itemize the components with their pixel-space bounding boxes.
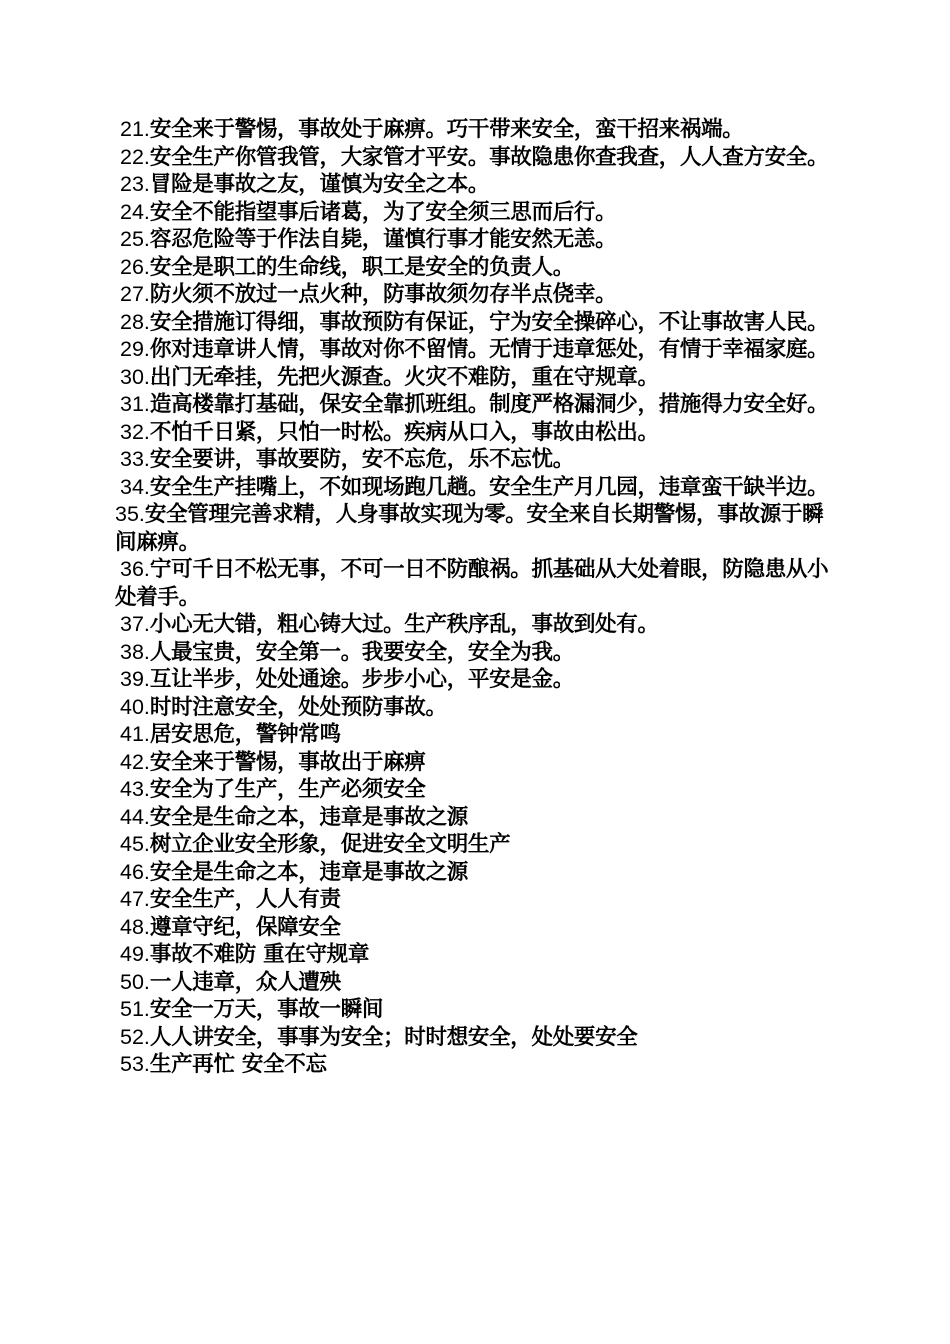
slogan-number: 21. xyxy=(120,117,150,141)
slogan-item xyxy=(115,1024,830,1052)
slogan-text: 安全是生命之本，违章是事故之源 xyxy=(149,859,468,885)
slogan-item xyxy=(115,1051,830,1079)
slogan-number: 45. xyxy=(120,832,150,856)
slogan-number: 44. xyxy=(120,804,150,829)
slogan-number: 24. xyxy=(120,199,150,224)
slogan-item xyxy=(115,556,830,611)
slogan-number: 26. xyxy=(120,254,150,279)
slogan-text: 生产再忙 安全不忘 xyxy=(149,1052,327,1077)
slogan-item xyxy=(115,391,830,419)
slogan-number: 33. xyxy=(120,447,150,471)
slogan-item xyxy=(115,226,830,254)
slogan-item xyxy=(115,446,830,474)
slogan-text: 出门无牵挂，先把火源查。火灾不难防，重在守规章。 xyxy=(149,364,659,390)
slogan-text: 安全管理完善求精，人身事故实现为零。安全来自长期警惕，事故源于瞬间麻痹。 xyxy=(115,502,824,555)
slogan-text: 安全是生命之本，违章是事故之源 xyxy=(149,804,468,830)
slogan-item xyxy=(115,694,830,722)
slogan-number: 22. xyxy=(120,144,150,169)
slogan-number: 35. xyxy=(115,502,145,526)
slogan-text: 安全生产挂嘴上，不如现场跑几趟。安全生产月几园，违章蛮干缺半边。 xyxy=(149,474,829,500)
slogan-number: 23. xyxy=(120,172,150,196)
slogan-item xyxy=(115,171,830,199)
slogan-item xyxy=(115,666,830,694)
slogan-number: 31. xyxy=(120,392,150,416)
slogan-text: 安全来于警惕，事故出于麻痹 xyxy=(149,749,426,775)
slogan-item xyxy=(115,281,830,309)
slogan-item xyxy=(115,721,830,749)
slogan-item xyxy=(115,336,830,364)
slogan-text: 冒险是事故之友，谨慎为安全之本。 xyxy=(149,172,490,197)
slogan-number: 46. xyxy=(120,859,150,884)
slogan-item xyxy=(115,941,830,969)
slogan-number: 28. xyxy=(120,309,150,334)
slogan-text: 互让半步，处处通途。步步小心，平安是金。 xyxy=(149,667,574,692)
slogan-number: 49. xyxy=(120,942,150,966)
slogan-text: 宁可千日不松无事，不可一日不防酿祸。抓基础从大处着眼，防隐患从小处着手。 xyxy=(115,557,829,610)
slogan-item xyxy=(115,831,830,859)
slogan-item xyxy=(115,611,830,639)
slogan-number: 52. xyxy=(120,1024,150,1049)
slogan-text: 时时注意安全，处处预防事故。 xyxy=(149,694,447,720)
slogan-text: 安全措施订得细，事故预防有保证，宁为安全操碎心，不让事故害人民。 xyxy=(149,309,829,335)
slogan-text: 安全不能指望事后诸葛，为了安全须三思而后行。 xyxy=(149,199,617,225)
slogan-number: 50. xyxy=(120,969,150,994)
slogan-item xyxy=(115,749,830,777)
slogan-number: 27. xyxy=(120,282,150,306)
slogan-text: 防火须不放过一点火种，防事故须勿存半点侥幸。 xyxy=(149,282,617,307)
slogan-number: 51. xyxy=(120,997,150,1021)
slogan-text: 安全来于警惕，事故处于麻痹。巧干带来安全，蛮干招来祸端。 xyxy=(149,117,744,142)
slogan-text: 一人违章，众人遭殃 xyxy=(149,969,341,995)
slogan-item xyxy=(115,969,830,997)
slogan-text: 人最宝贵，安全第一。我要安全，安全为我。 xyxy=(149,639,574,665)
slogan-list xyxy=(115,116,830,1079)
slogan-text: 造高楼靠打基础，保安全靠抓班组。制度严格漏洞少，措施得力安全好。 xyxy=(149,392,829,417)
slogan-number: 34. xyxy=(120,474,150,499)
slogan-number: 47. xyxy=(120,887,150,911)
slogan-number: 29. xyxy=(120,337,150,361)
document-page xyxy=(115,116,830,1079)
slogan-item xyxy=(115,364,830,392)
slogan-text: 小心无大错，粗心铸大过。生产秩序乱，事故到处有。 xyxy=(149,612,659,637)
slogan-text: 安全要讲，事故要防，安不忘危，乐不忘忧。 xyxy=(149,447,574,472)
slogan-number: 40. xyxy=(120,694,150,719)
slogan-text: 安全一万天，事故一瞬间 xyxy=(149,997,384,1022)
slogan-item xyxy=(115,639,830,667)
slogan-text: 安全是职工的生命线，职工是安全的负责人。 xyxy=(149,254,574,280)
slogan-item xyxy=(115,144,830,172)
slogan-item xyxy=(115,474,830,502)
slogan-number: 30. xyxy=(120,364,150,389)
slogan-text: 居安思危，警钟常鸣 xyxy=(149,722,341,747)
slogan-text: 不怕千日紧，只怕一时松。疾病从口入，事故由松出。 xyxy=(149,419,659,445)
slogan-item xyxy=(115,116,830,144)
slogan-item xyxy=(115,914,830,942)
slogan-text: 安全为了生产，生产必须安全 xyxy=(149,777,426,802)
slogan-item xyxy=(115,501,830,556)
slogan-number: 37. xyxy=(120,612,150,636)
slogan-number: 32. xyxy=(120,419,150,444)
slogan-text: 人人讲安全，事事为安全；时时想安全，处处要安全 xyxy=(149,1024,638,1050)
slogan-item xyxy=(115,804,830,832)
slogan-number: 39. xyxy=(120,667,150,691)
slogan-item xyxy=(115,886,830,914)
slogan-text: 安全生产你管我管，大家管才平安。事故隐患你查我查，人人查方安全。 xyxy=(149,144,829,170)
slogan-number: 53. xyxy=(120,1052,150,1076)
slogan-number: 48. xyxy=(120,914,150,939)
slogan-text: 事故不难防 重在守规章 xyxy=(149,942,370,967)
slogan-number: 42. xyxy=(120,749,150,774)
slogan-number: 41. xyxy=(120,722,150,746)
slogan-number: 43. xyxy=(120,777,150,801)
slogan-text: 你对违章讲人情，事故对你不留情。无情于违章惩处，有情于幸福家庭。 xyxy=(149,337,829,362)
slogan-item xyxy=(115,254,830,282)
slogan-text: 安全生产，人人有责 xyxy=(149,887,341,912)
slogan-item xyxy=(115,199,830,227)
slogan-item xyxy=(115,776,830,804)
slogan-item xyxy=(115,419,830,447)
slogan-item xyxy=(115,859,830,887)
slogan-text: 容忍危险等于作法自毙，谨慎行事才能安然无恙。 xyxy=(149,227,617,252)
slogan-number: 36. xyxy=(120,557,150,581)
slogan-item xyxy=(115,309,830,337)
slogan-number: 38. xyxy=(120,639,150,664)
slogan-text: 树立企业安全形象，促进安全文明生产 xyxy=(149,832,511,857)
slogan-item xyxy=(115,996,830,1024)
slogan-text: 遵章守纪，保障安全 xyxy=(149,914,341,940)
slogan-number: 25. xyxy=(120,227,150,251)
